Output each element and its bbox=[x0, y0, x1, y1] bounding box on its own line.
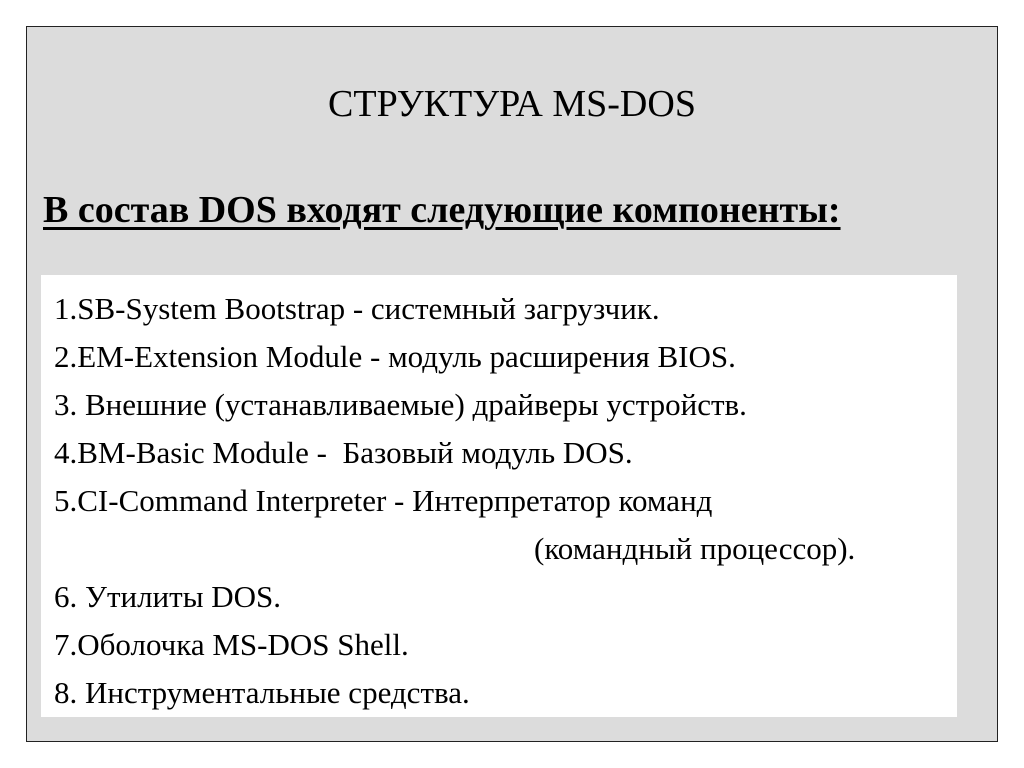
list-item: 7.Оболочка MS-DOS Shell. bbox=[54, 627, 409, 662]
component-list bbox=[54, 285, 957, 717]
list-item: 4.BM-Basic Module - Базовый модуль DOS. bbox=[54, 435, 633, 470]
list-item: 8. Инструментальные средства. bbox=[54, 675, 470, 710]
list-item: 6. Утилиты DOS. bbox=[54, 579, 282, 614]
slide-subtitle: В состав DOS входят следующие компоненты: bbox=[43, 189, 841, 231]
component-list-panel bbox=[41, 275, 957, 717]
list-item: 3. Внешние (устанавливаемые) драйверы устройств. bbox=[54, 387, 747, 422]
slide bbox=[26, 26, 998, 742]
list-item: 2.EM-Extension Module - модуль расширения BIOS. bbox=[54, 339, 736, 374]
list-item: 5.CI-Command Interpreter - Интерпретатор команд bbox=[54, 483, 713, 518]
slide-title: СТРУКТУРА MS-DOS bbox=[328, 83, 696, 125]
list-item-continuation: (командный процессор). bbox=[534, 531, 856, 566]
list-item: 1.SB-System Bootstrap - системный загрузчик. bbox=[54, 291, 660, 326]
